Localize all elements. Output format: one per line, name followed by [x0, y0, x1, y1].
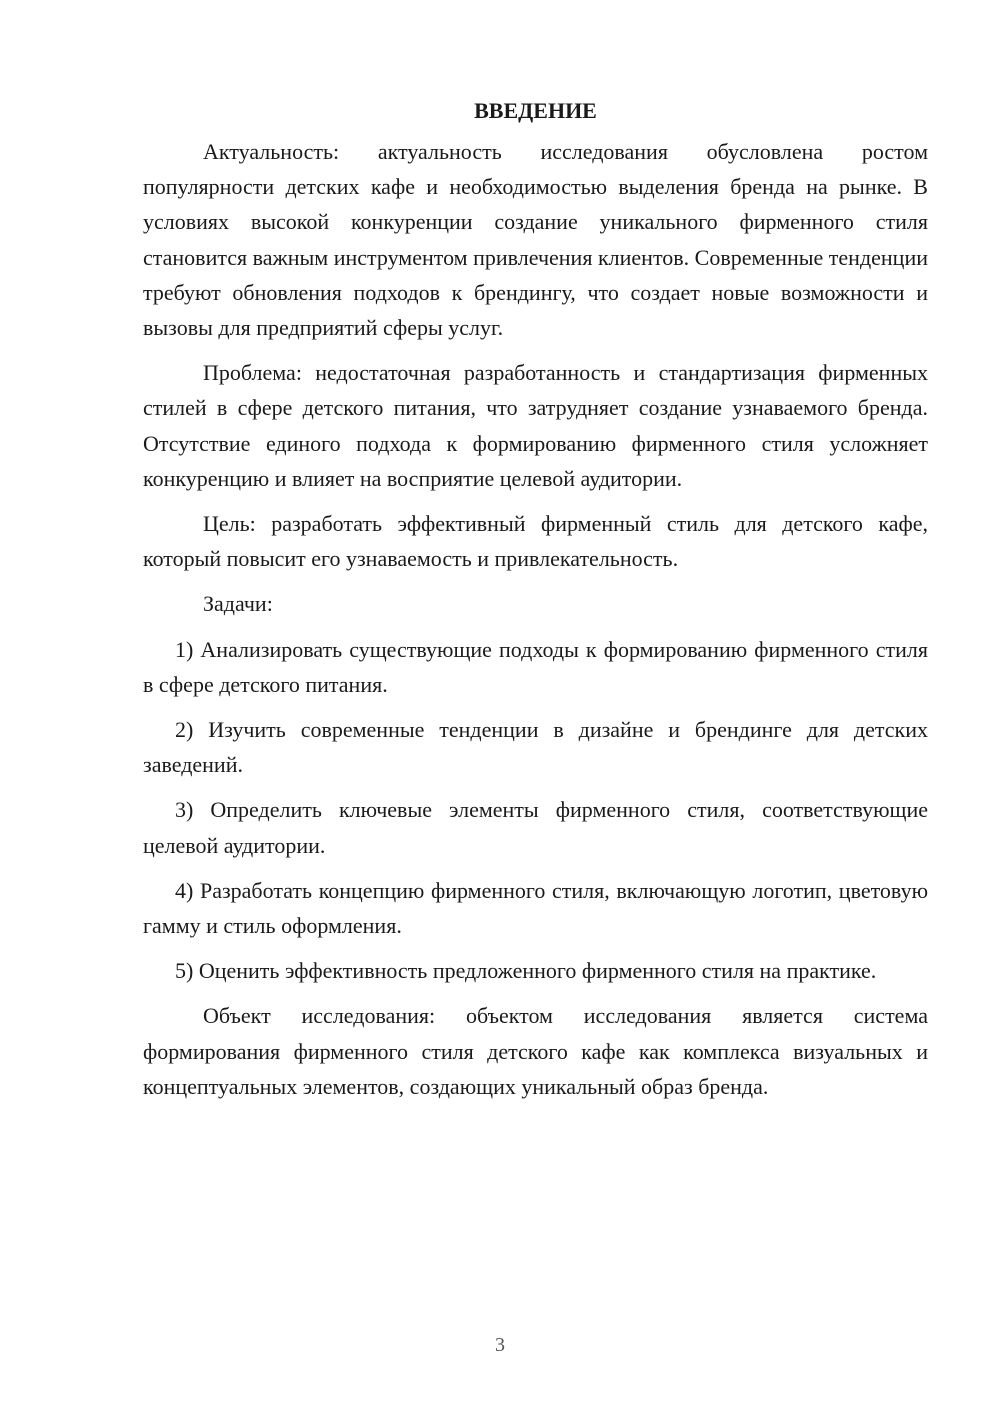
document-page: [143, 97, 928, 1114]
tasks-label: Задачи:: [203, 591, 273, 617]
task-item-5: 5) Оценить эффективность предложенного фирменного стиля на практике.: [175, 958, 877, 984]
relevance-paragraph: Актуальность: актуальность исследования обусловлена ростом популярности детских кафе и необходимостью выделения бренда на рынке. В условиях высокой конкуренции создание уникального фирменного стиля становится важным инструментом привлечения клиентов. Современные тенденции требуют обновления подходов к брендингу, что создает новые возможности и вызовы для предприятий сферы услуг.: [143, 139, 928, 341]
page-number: 3: [495, 1334, 505, 1356]
task-item-3: 3) Определить ключевые элементы фирменного стиля, соответствующие целевой аудитории.: [143, 797, 928, 858]
problem-paragraph: Проблема: недостаточная разработанность и стандартизация фирменных стилей в сфере детского питания, что затрудняет создание узнаваемого бренда. Отсутствие единого подхода к формированию фирменного стиля усложняет конкуренцию и влияет на восприятие целевой аудитории.: [143, 360, 928, 491]
task-item-4: 4) Разработать концепцию фирменного стиля, включающую логотип, цветовую гамму и стиль оформления.: [143, 877, 928, 939]
object-paragraph: Объект исследования: объектом исследования является система формирования фирменного стиля детского кафе как комплекса визуальных и концептуальных элементов, создающих уникальный образ бренда.: [143, 1003, 928, 1099]
task-item-1: 1) Анализировать существующие подходы к формированию фирменного стиля в сфере детского питания.: [143, 636, 928, 697]
task-item-2: 2) Изучить современные тенденции в дизайне и брендинге для детских заведений.: [143, 717, 928, 778]
page-title: ВВЕДЕНИЕ: [474, 98, 597, 123]
goal-paragraph: Цель: разработать эффективный фирменный стиль для детского кафе, который повысит его узнаваемость и привлекательность.: [143, 511, 928, 572]
